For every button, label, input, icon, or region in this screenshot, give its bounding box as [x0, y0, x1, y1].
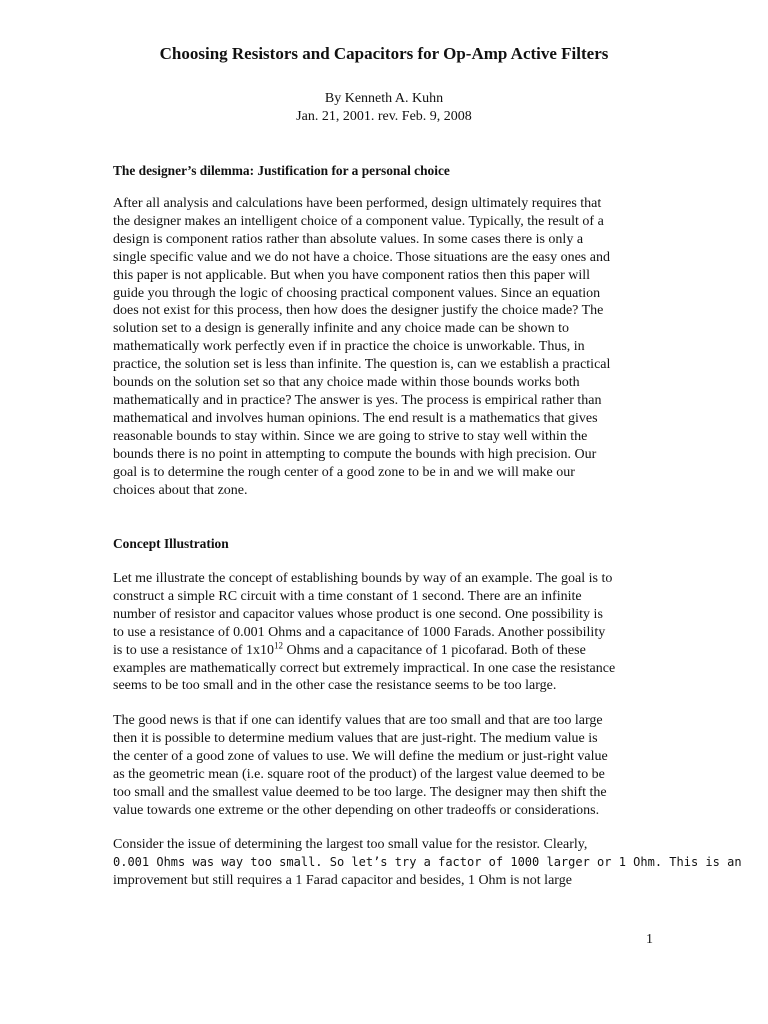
text-line: number of resistor and capacitor values whose product is one second. One possibility is [113, 606, 603, 622]
date: Jan. 21, 2001. rev. Feb. 9, 2008 [296, 109, 472, 124]
paragraph-resistor-issue [113, 836, 742, 890]
paragraph-concept-example [113, 570, 658, 695]
paragraph-just-right [113, 712, 658, 819]
text-line: as the geometric mean (i.e. square root of the product) of the largest value deemed to be [113, 766, 605, 782]
text-line: the designer makes an intelligent choice of a component value. Typically, the result of a [113, 213, 604, 229]
text-line: After all analysis and calculations have been performed, design ultimately requires that [113, 196, 602, 211]
text-line: this paper is not applicable. But when you have component ratios then this paper will [113, 267, 591, 283]
text-line: value towards one extreme or the other depending on other tradeoffs or considerations. [113, 802, 600, 818]
text-line: design is component ratios rather than absolute values. In some cases there is only a [113, 231, 584, 247]
text-line: The good news is that if one can identify values that are too small and that are too large [113, 713, 603, 728]
page-number: 1 [646, 932, 653, 947]
text-line: then it is possible to determine medium values that are just-right. The medium value is [113, 730, 598, 746]
text-line: guide you through the logic of choosing practical component values. Since an equation [113, 285, 601, 301]
text-line: solution set to a design is generally infinite and any choice made can be shown to [113, 321, 570, 337]
document-title: Choosing Resistors and Capacitors for Op-Amp Active Filters [159, 44, 609, 63]
text-line: bounds on the solution set so that any choice made within those bounds works both [113, 375, 580, 391]
text-line: to use a resistance of 0.001 Ohms and a capacitance of 1000 Farads. Another possibility [113, 624, 606, 640]
text-line: does not exist for this process, then how does the designer justify the choice made? The [113, 303, 604, 319]
text-line: goal is to determine the rough center of a good zone to be in and we will make our [113, 464, 575, 480]
text-line: the center of a good zone of values to use. We will define the medium or just-right value [113, 748, 608, 764]
section-heading-concept: Concept Illustration [113, 536, 229, 551]
text-line: mathematically and in practice? The answer is yes. The process is empirical rather than [113, 392, 602, 408]
text-line: too small and the smallest value deemed to be too large. The designer may then shift the [113, 784, 607, 800]
text-fragment: Ohms and a capacitance of 1 picofarad. Both of these [282, 642, 586, 658]
text-line: construct a simple RC circuit with a time constant of 1 second. There are an infinite [113, 588, 582, 604]
text-line: Let me illustrate the concept of establishing bounds by way of an example. The goal is to [113, 571, 613, 586]
paragraph-dilemma [113, 195, 658, 499]
text-line: mathematical and involves human opinions. The end result is a mathematics that gives [113, 410, 598, 426]
text-line: examples are mathematically correct but extremely impractical. In one case the resistance [113, 660, 616, 676]
text-fragment: is to use a resistance of 1x10 [113, 642, 274, 658]
text-line: reasonable bounds to stay within. Since we are going to strive to stay well within the [113, 428, 588, 444]
author: By Kenneth A. Kuhn [324, 91, 444, 106]
exponent: 12 [273, 639, 283, 650]
text-line: bounds there is no point in attempting to compute the bounds with high precision. Our [113, 446, 597, 462]
text-line: seems to be too small and in the other case the resistance seems to be too large. [113, 678, 557, 694]
text-line: Consider the issue of determining the largest too small value for the resistor. Clearly, [113, 837, 588, 852]
text-line: improvement but still requires a 1 Farad capacitor and besides, 1 Ohm is not large [113, 872, 572, 888]
text-line: practice, the solution set is less than infinite. The question is, can we establish a practical [113, 357, 611, 373]
text-line: choices about that zone. [113, 482, 248, 498]
text-line: 0.001 Ohms was way too small. So let’s try a factor of 1000 larger or 1 Ohm. This is an [113, 854, 742, 869]
byline [0, 90, 768, 126]
text-line-with-exponent [113, 639, 658, 660]
text-line: single specific value and we do not have a choice. Those situations are the easy ones and [113, 249, 610, 265]
text-line: mathematically work perfectly even if in practice the choice is unworkable. Thus, in [113, 339, 585, 355]
section-heading-dilemma: The designer’s dilemma: Justification for a personal choice [113, 163, 450, 178]
